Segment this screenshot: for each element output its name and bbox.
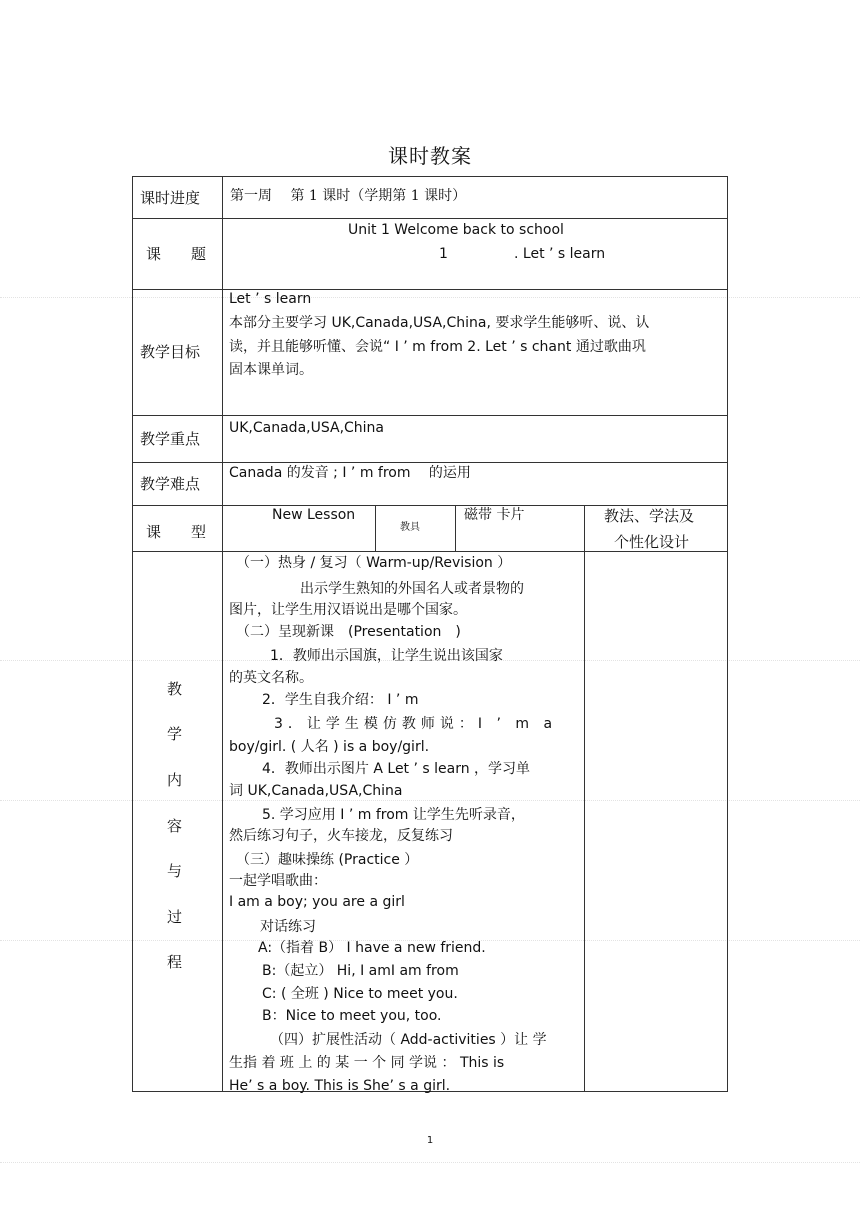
teaching-tools-label: 教具 xyxy=(400,522,420,533)
type-row-divider-2 xyxy=(455,505,456,551)
content-line: B：Nice to meet you, too. xyxy=(262,1008,442,1024)
background-dotted-line xyxy=(0,1162,860,1163)
method-header-line1: 教法、学法及 xyxy=(604,507,695,525)
content-label-char: 学 xyxy=(167,725,183,743)
content-line: I am a boy; you are a girl xyxy=(229,894,405,910)
content-line: A:（指着 B） I have a new friend. xyxy=(258,940,486,956)
method-header-line2: 个性化设计 xyxy=(614,533,690,551)
content-line: 5. 学习应用 I ’ m from 让学生先听录音， xyxy=(262,807,525,823)
table-border-right xyxy=(727,176,728,1092)
goal-line: 本部分主要学习 UK,Canada,USA,China, 要求学生能够听、说、认 xyxy=(229,315,650,331)
content-line: （三）趣味操练 (Practice ） xyxy=(236,852,419,868)
teaching-tools-value: 磁带 卡片 xyxy=(464,507,525,523)
progress-value: 第一周 第 1 课时（学期第 1 课时） xyxy=(230,188,467,204)
content-label-char: 过 xyxy=(167,908,183,926)
topic-label: 课 题 xyxy=(146,245,207,263)
difficulty-label: 教学难点 xyxy=(140,475,201,493)
topic-lesson-title: . Let ’ s learn xyxy=(514,246,606,262)
topic-lesson-number: 1 xyxy=(439,246,448,262)
content-line: C: ( 全班 ) Nice to meet you. xyxy=(262,986,458,1002)
lesson-type-label: 课 型 xyxy=(146,523,207,541)
method-column-divider xyxy=(584,505,585,1091)
content-line: 词 UK,Canada,USA,China xyxy=(229,783,403,799)
progress-label: 课时进度 xyxy=(140,189,201,207)
content-label-char: 与 xyxy=(167,862,183,880)
content-line: 2．学生自我介绍： I ’ m xyxy=(262,692,419,708)
content-line: B:（起立） Hi, I amI am from xyxy=(262,963,459,979)
content-line: 1．教师出示国旗，让学生说出该国家 xyxy=(270,648,503,664)
difficulty-value: Canada 的发音 ; I ’ m from 的运用 xyxy=(229,465,471,481)
goal-line: 固本课单词。 xyxy=(229,362,313,378)
content-line: （四）扩展性活动（ Add-activities ）让 学 xyxy=(270,1032,547,1048)
background-dotted-line xyxy=(0,800,860,801)
content-label-char: 程 xyxy=(167,953,183,971)
goal-line: Let ’ s learn xyxy=(229,291,312,307)
lesson-type-value: New Lesson xyxy=(272,507,356,523)
content-line: 4．教师出示图片 A Let ’ s learn ，学习单 xyxy=(262,761,531,777)
content-line: （一）热身 / 复习（ Warm-up/Revision ） xyxy=(236,555,512,571)
content-label-char: 教 xyxy=(167,680,183,698)
content-line: He’ s a boy. This is She’ s a girl. xyxy=(229,1078,451,1094)
table-border-left xyxy=(132,176,133,1092)
key-points-label: 教学重点 xyxy=(140,430,201,448)
content-label-char: 内 xyxy=(167,771,183,789)
content-label-char: 容 xyxy=(167,817,183,835)
content-line: 对话练习 xyxy=(260,919,316,935)
content-line: （二）呈现新课 (Presentation ) xyxy=(236,624,461,640)
background-dotted-line xyxy=(0,297,860,298)
content-line: 出示学生熟知的外国名人或者景物的 xyxy=(300,581,524,597)
key-points-value: UK,Canada,USA,China xyxy=(229,420,385,436)
goal-label: 教学目标 xyxy=(140,343,201,361)
topic-unit-title: Unit 1 Welcome back to school xyxy=(348,222,564,238)
goal-line: 读，并且能够听懂、会说“ I ’ m from 2. Let ’ s chant 通过歌曲巩 xyxy=(229,339,646,355)
type-row-divider-1 xyxy=(375,505,376,551)
content-line: 然后练习句子，火车接龙，反复练习 xyxy=(229,828,453,844)
content-line: 的英文名称。 xyxy=(229,670,313,686)
content-line: 一起学唱歌曲： xyxy=(229,873,327,889)
content-line: 3．让学生模仿教师说：I ’ m a xyxy=(274,716,558,732)
page-title: 课时教案 xyxy=(388,144,472,168)
label-column-divider xyxy=(222,176,223,1092)
content-line: 生指 着 班 上 的 某 一 个 同 学说 ： This is xyxy=(229,1055,505,1071)
content-line: 图片，让学生用汉语说出是哪个国家。 xyxy=(229,602,467,618)
content-line: boy/girl. ( 人名 ) is a boy/girl. xyxy=(229,739,430,755)
page-number: 1 xyxy=(426,1135,434,1146)
